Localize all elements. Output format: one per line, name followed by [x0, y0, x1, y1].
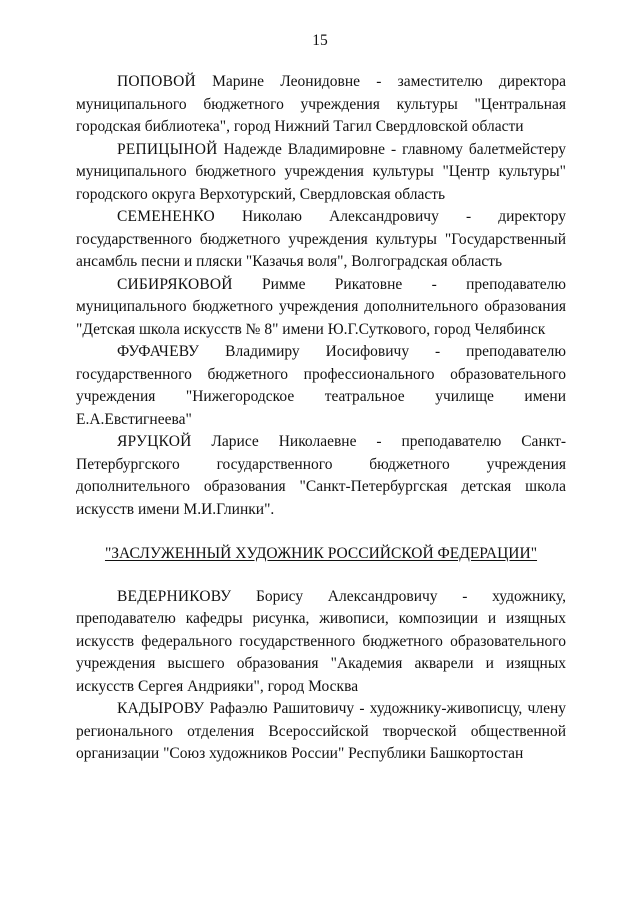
entry-surname: ПОПОВОЙ — [117, 73, 196, 90]
award-entry — [76, 71, 566, 139]
entry-text: Надежде Владимировне - главному балетмейстеру муниципального бюджетного учреждения культуры "Центр культуры" городского округа Верхотурский, Свердловская область — [76, 140, 566, 203]
entry-text: Римме Рикатовне - преподавателю муниципального бюджетного учреждения дополнительного образования "Детская школа искусств № 8" имени Ю.Г.Суткового, город Челябинск — [76, 275, 566, 338]
award-entry — [76, 698, 566, 766]
entry-surname: ЯРУЦКОЙ — [117, 433, 192, 450]
entry-text: Марине Леонидовне - заместителю директора муниципального бюджетного учреждения культуры "Центральная городская библиотека", город Нижний Тагил Свердловской области — [76, 73, 566, 135]
award-entry — [76, 431, 566, 521]
section-heading: "ЗАСЛУЖЕННЫЙ ХУДОЖНИК РОССИЙСКОЙ ФЕДЕРАЦИИ" — [104, 545, 538, 562]
document-body — [76, 71, 566, 766]
award-entry — [76, 274, 566, 342]
entry-surname: СЕМЕНЕНКО — [117, 208, 215, 225]
entry-text: Борису Александровичу - художнику, преподавателю кафедры рисунка, живописи, композиции и изящных искусств федерального государственного бюджетного образовательного учреждения высшего образования "Академия акварели и изящных искусств Сергея Андрияки", город Москва — [76, 587, 566, 695]
entry-surname: ФУФАЧЕВУ — [117, 343, 200, 360]
entry-text: Владимиру Иосифовичу - преподавателю государственного бюджетного профессионального образовательного учреждения "Нижегородское театральное училище имени Е.А.Евстигнеева" — [76, 343, 566, 428]
page-number: 15 — [312, 32, 328, 49]
entry-text: Николаю Александровичу - директору государственного бюджетного учреждения культуры "Государственный ансамбль песни и пляски "Казачья воля", Волгоградская область — [76, 208, 566, 270]
award-entry — [76, 139, 566, 207]
entry-text: Рафаэлю Рашитовичу - художнику-живописцу, члену регионального отделения Всероссийской творческой общественной организации "Союз художников России" Республики Башкортостан — [76, 700, 566, 762]
award-entry — [76, 586, 566, 699]
entry-surname: РЕПИЦЫНОЙ — [117, 140, 218, 158]
entry-surname: КАДЫРОВУ — [117, 700, 205, 717]
award-entry — [76, 206, 566, 274]
entry-text: Ларисе Николаевне - преподавателю Санкт-Петербургского государственного бюджетного учреждения дополнительного образования "Санкт-Петербургская детская школа искусств имени М.И.Глинки". — [76, 433, 566, 518]
entry-surname: ВЕДЕРНИКОВУ — [117, 587, 232, 605]
award-entry — [76, 341, 566, 431]
entry-surname: СИБИРЯКОВОЙ — [117, 275, 233, 293]
